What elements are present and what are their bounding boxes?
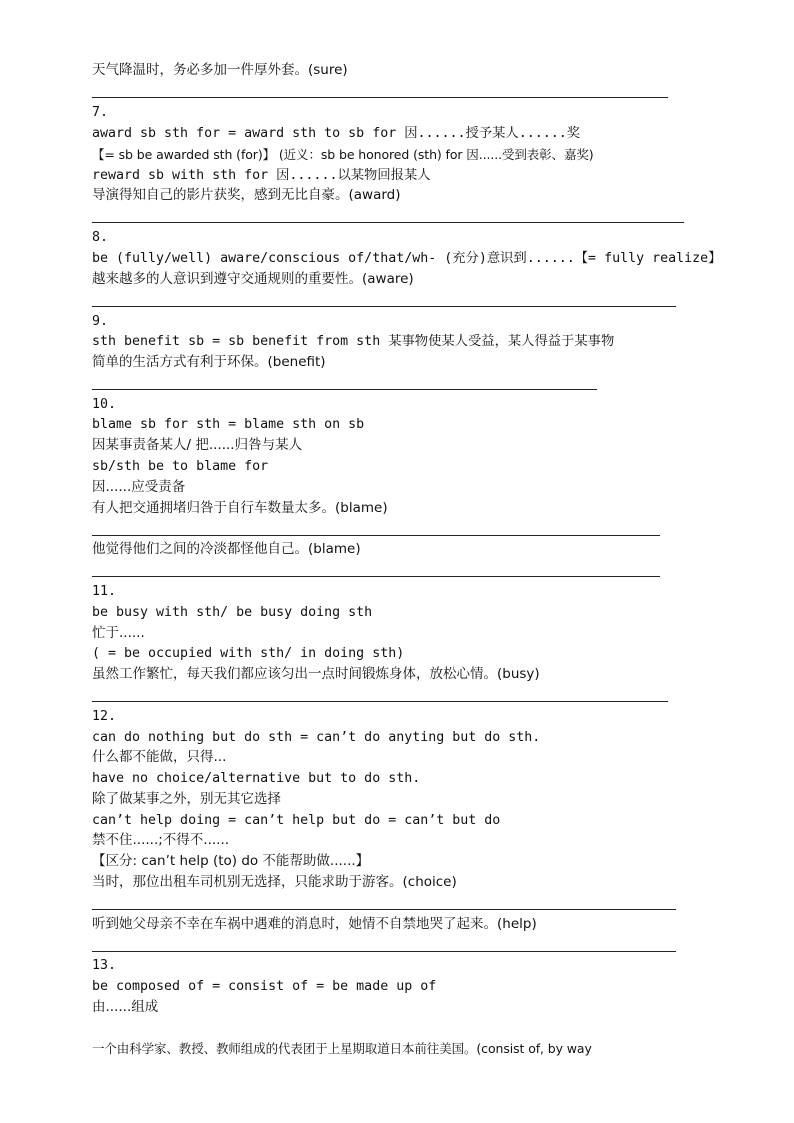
exercise-prompt: 有人把交通拥堵归咎于自行车数量太多。(blame) (92, 500, 388, 516)
item-number: 9. (92, 314, 109, 329)
phrase-note: 【区分: can’t help (to) do 不能帮助做......】 (92, 853, 370, 869)
phrase-meaning: 由......组成 (92, 999, 159, 1015)
item-number: 10. (92, 397, 117, 412)
phrase-meaning: 因某事责备某人/ 把......归咎与某人 (92, 437, 303, 453)
item-number: 11. (92, 584, 117, 599)
exercise-prompt: 他觉得他们之间的冷淡都怪他自己。(blame) (92, 541, 361, 557)
phrase-line: sb/sth be to blame for (92, 459, 269, 474)
answer-line (92, 97, 668, 98)
phrase-line: be (fully/well) aware/conscious of/that/wh- (充分)意识到......【= fully realize】 (92, 251, 722, 266)
answer-line (92, 576, 660, 577)
item-number: 13. (92, 958, 117, 973)
phrase-meaning: 禁不住......;不得不...... (92, 832, 230, 848)
answer-line (92, 535, 660, 536)
exercise-prompt: 听到她父母亲不幸在车祸中遇难的消息时，她情不自禁地哭了起来。(help) (92, 916, 537, 932)
phrase-line: be composed of = consist of = be made up of (92, 979, 437, 994)
phrase-meaning: 因......应受责备 (92, 479, 186, 495)
phrase-line: award sb sth for = award sth to sb for 因......授予某人......奖 (92, 126, 581, 141)
exercise-prompt: 一个由科学家、教授、教师组成的代表团于上星期取道日本前往美国。(consist of, by way (92, 1041, 592, 1056)
phrase-line: ( = be occupied with sth/ in doing sth) (92, 646, 405, 661)
phrase-line: can’t help doing = can’t help but do = can’t but do (92, 813, 501, 828)
answer-line (92, 306, 676, 307)
answer-line (92, 951, 676, 952)
item-number: 8. (92, 230, 109, 245)
exercise-prompt: 当时，那位出租车司机别无选择，只能求助于游客。(choice) (92, 874, 457, 890)
item-number: 12. (92, 709, 117, 724)
phrase-meaning: 除了做某事之外，别无其它选择 (92, 791, 281, 807)
answer-line (92, 701, 668, 702)
exercise-prompt: 虽然工作繁忙，每天我们都应该匀出一点时间锻炼身体，放松心情。(busy) (92, 666, 540, 682)
answer-line (92, 222, 684, 223)
phrase-line: have no choice/alternative but to do sth. (92, 771, 421, 786)
phrase-meaning: 什么都不能做，只得... (92, 749, 227, 765)
exercise-prompt: 天气降温时，务必多加一件厚外套。(sure) (92, 62, 348, 78)
item-number: 7. (92, 105, 109, 120)
exercise-prompt: 导演得知自己的影片获奖，感到无比自豪。(award) (92, 187, 401, 203)
phrase-note: 【= sb be awarded sth (for)】 (近义：sb be honored (sth) for 因......受到表彰、嘉奖) (92, 147, 594, 162)
phrase-line: be busy with sth/ be busy doing sth (92, 605, 373, 620)
phrase-line: can do nothing but do sth = can’t do anyting but do sth. (92, 730, 541, 745)
phrase-line: sth benefit sb = sb benefit from sth 某事物使某人受益，某人得益于某事物 (92, 334, 615, 349)
exercise-prompt: 简单的生活方式有利于环保。(benefit) (92, 354, 326, 370)
phrase-line: reward sb with sth for 因......以某物回报某人 (92, 168, 431, 183)
answer-line (92, 389, 597, 390)
answer-line (92, 909, 676, 910)
phrase-line: blame sb for sth = blame sth on sb (92, 417, 365, 432)
exercise-prompt: 越来越多的人意识到遵守交通规则的重要性。(aware) (92, 271, 414, 287)
phrase-meaning: 忙于...... (92, 625, 145, 641)
